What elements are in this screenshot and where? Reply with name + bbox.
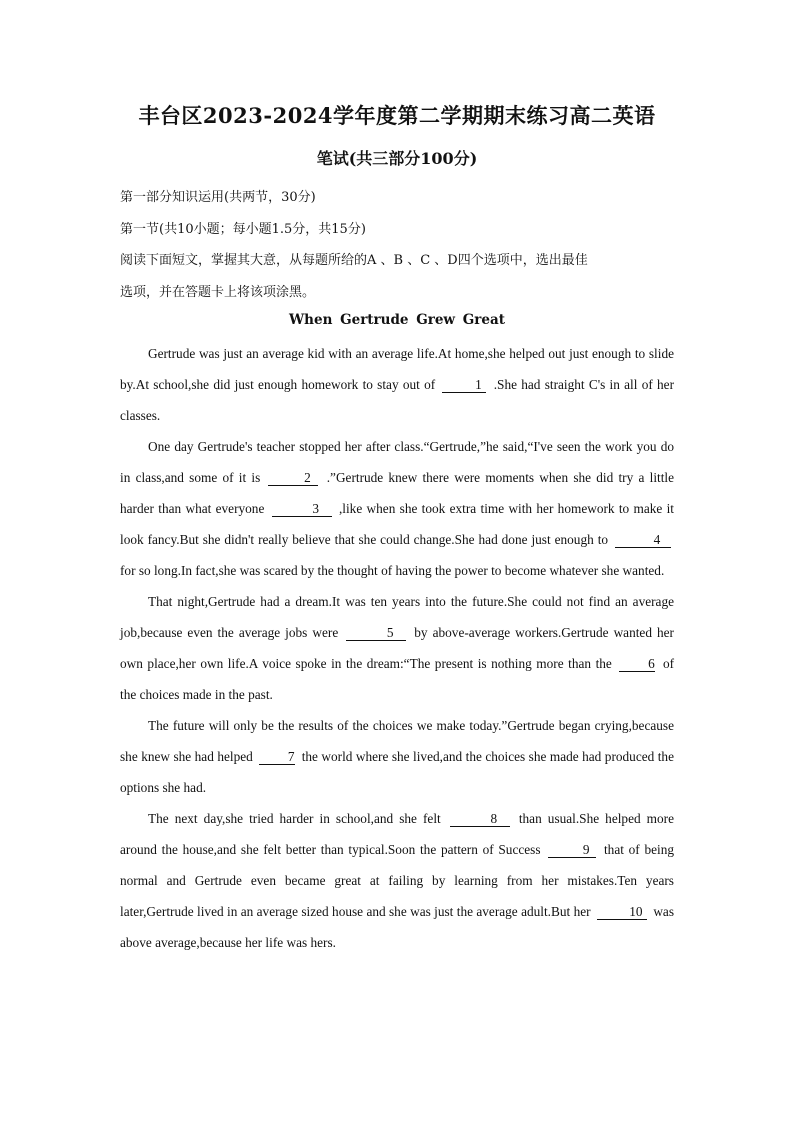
text: by above-average workers.Gertrude wanted her own place,her own life.A voice spoke in the dream:“The present is nothing more than the [120, 625, 674, 671]
text: .”Gertrude knew there were moments when she did try a little harder than what everyone [120, 470, 674, 516]
text: That night,Gertrude had a dream.It was ten years into the future.She could not find an average job,because even the average jobs were [120, 594, 674, 640]
story-title: When Gertrude Grew Great [289, 312, 505, 328]
text: The next day,she tried harder in school,and she felt [148, 811, 441, 826]
blank-3: 3 [272, 502, 332, 517]
text: The future will only be the results of the choices we make today.”Gertrude began crying,because she knew she had helped [120, 718, 674, 764]
text: Gertrude was just an average kid with an average life.At home,she helped out just enough to slide by.At school,she did just enough homework to stay out of [120, 346, 674, 392]
paragraph-3 [120, 586, 674, 710]
paragraph-1 [120, 338, 674, 431]
text: for so long.In fact,she was scared by the thought of having the power to become whatever she wanted. [120, 563, 665, 578]
paragraph-5 [120, 803, 674, 958]
blank-10: 10 [597, 905, 647, 920]
text: One day Gertrude's teacher stopped her after class.“Gertrude,”he said,“I've seen the work you do in class,and some of it is [120, 439, 674, 485]
text: ,like when she took extra time with her homework to make it look fancy.But she didn't really believe that she could change.She had done just enough to [120, 501, 674, 547]
blank-9: 9 [548, 843, 596, 858]
story-body [120, 338, 674, 958]
blank-8: 8 [450, 812, 510, 827]
text: was above average,because her life was hers. [120, 904, 674, 950]
page-title: 丰台区2023-2024学年度第二学期期末练习高二英语 [138, 103, 656, 128]
blank-4: 4 [615, 533, 671, 548]
part-heading: 第一部分知识运用(共两节，30分) [120, 190, 316, 205]
paragraph-2 [120, 431, 674, 586]
blank-6: 6 [619, 657, 655, 672]
text: the world where she lived,and the choices she made had produced the options she had. [120, 749, 674, 795]
instruction-line-1: 阅读下面短文，掌握其大意，从每题所给的A 、B 、C 、D四个选项中，选出最佳 [120, 253, 588, 268]
blank-2: 2 [268, 471, 318, 486]
page-subtitle: 笔试(共三部分100分) [316, 149, 478, 168]
blank-1: 1 [442, 378, 486, 393]
section-heading: 第一节(共10小题；每小题1.5分，共15分) [120, 222, 366, 237]
text: of the choices made in the past. [120, 656, 675, 702]
text: that of being normal and Gertrude even became great at failing by learning from her mistakes.Ten years later,Gertrude lived in an average sized house and she was just the average adult.But her [120, 842, 674, 919]
paragraph-4 [120, 710, 674, 803]
blank-7: 7 [259, 750, 295, 765]
instruction-line-2: 选项，并在答题卡上将该项涂黑。 [120, 285, 316, 300]
text: .She had straight C's in all of her classes. [120, 377, 674, 423]
text: than usual.She helped more around the house,and she felt better than typical.Soon the pattern of Success [120, 811, 674, 857]
blank-5: 5 [346, 626, 406, 641]
